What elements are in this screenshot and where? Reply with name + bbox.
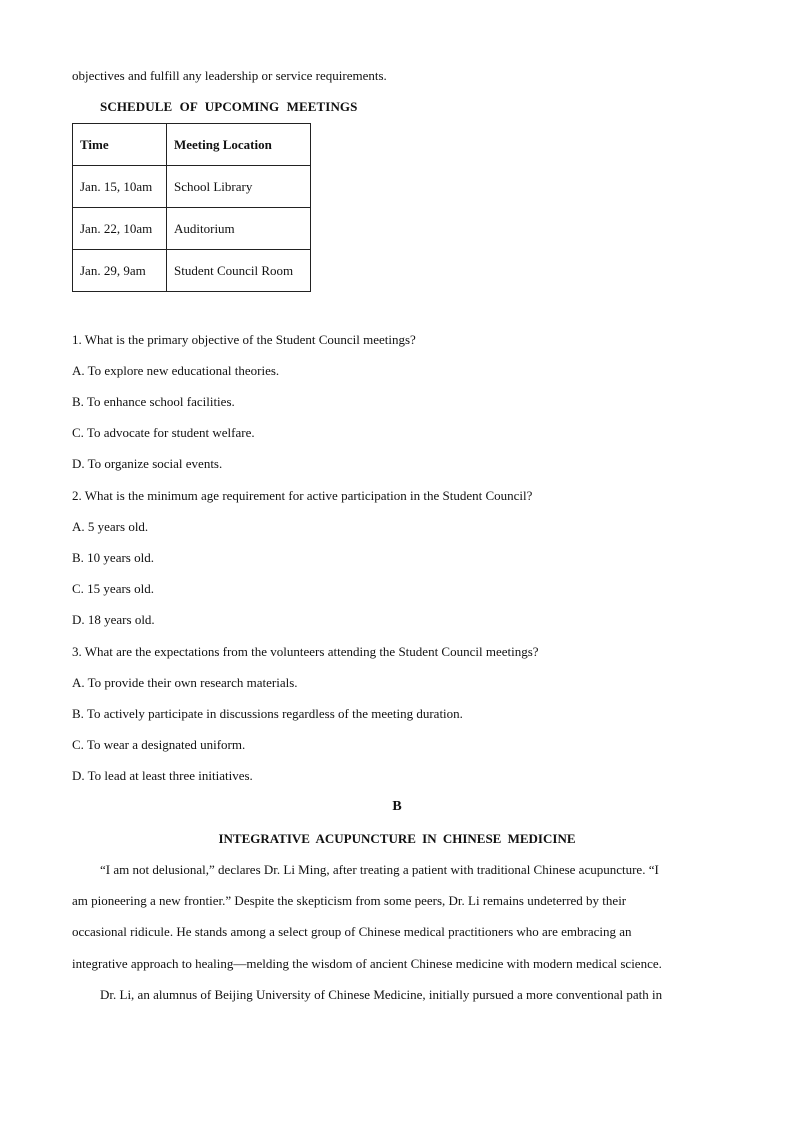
question-3-option-c: C. To wear a designated uniform. [72, 737, 246, 752]
section-b-letter: B [392, 799, 402, 814]
question-2-option-a: A. 5 years old. [72, 519, 149, 534]
passage-line-3: occasional ridicule. He stands among a select group of Chinese medical practitioners who are embracing an [72, 924, 632, 939]
schedule-table [72, 123, 311, 292]
question-1-option-c: C. To advocate for student welfare. [72, 425, 255, 440]
table-row [73, 166, 311, 208]
question-2-stem: 2. What is the minimum age requirement for active participation in the Student Council? [72, 488, 533, 503]
cell-time: Jan. 22, 10am [73, 208, 167, 250]
question-1-option-d: D. To organize social events. [72, 456, 223, 471]
header-time: Time [73, 124, 167, 166]
cell-time: Jan. 29, 9am [73, 250, 167, 292]
question-2-option-d: D. 18 years old. [72, 612, 155, 627]
table-row [73, 250, 311, 292]
question-3-stem: 3. What are the expectations from the volunteers attending the Student Council meetings? [72, 644, 539, 659]
passage-line-5: Dr. Li, an alumnus of Beijing University of Chinese Medicine, initially pursued a more conventional path in [100, 987, 663, 1002]
question-3-option-b: B. To actively participate in discussions regardless of the meeting duration. [72, 706, 463, 721]
question-1-option-a: A. To explore new educational theories. [72, 363, 280, 378]
table-header-row [73, 124, 311, 166]
cell-location: School Library [167, 166, 311, 208]
question-1-stem: 1. What is the primary objective of the Student Council meetings? [72, 332, 416, 347]
schedule-title: SCHEDULE OF UPCOMING MEETINGS [100, 99, 358, 114]
question-2-option-b: B. 10 years old. [72, 550, 154, 565]
question-3-option-a: A. To provide their own research materials. [72, 675, 298, 690]
question-3-option-d: D. To lead at least three initiatives. [72, 768, 253, 783]
passage-line-4: integrative approach to healing—melding the wisdom of ancient Chinese medicine with modern medical science. [72, 956, 662, 971]
cell-time: Jan. 15, 10am [73, 166, 167, 208]
cell-location: Auditorium [167, 208, 311, 250]
cell-location: Student Council Room [167, 250, 311, 292]
table-row [73, 208, 311, 250]
header-location: Meeting Location [167, 124, 311, 166]
question-1-option-b: B. To enhance school facilities. [72, 394, 235, 409]
passage-line-1: “I am not delusional,” declares Dr. Li Ming, after treating a patient with traditional Chinese acupuncture. “I [100, 862, 659, 877]
question-2-option-c: C. 15 years old. [72, 581, 154, 596]
passage-line-2: am pioneering a new frontier.” Despite the skepticism from some peers, Dr. Li remains undeterred by their [72, 893, 627, 908]
section-b-title: INTEGRATIVE ACUPUNCTURE IN CHINESE MEDICINE [218, 831, 576, 846]
intro-tail-text: objectives and fulfill any leadership or service requirements. [72, 68, 387, 83]
